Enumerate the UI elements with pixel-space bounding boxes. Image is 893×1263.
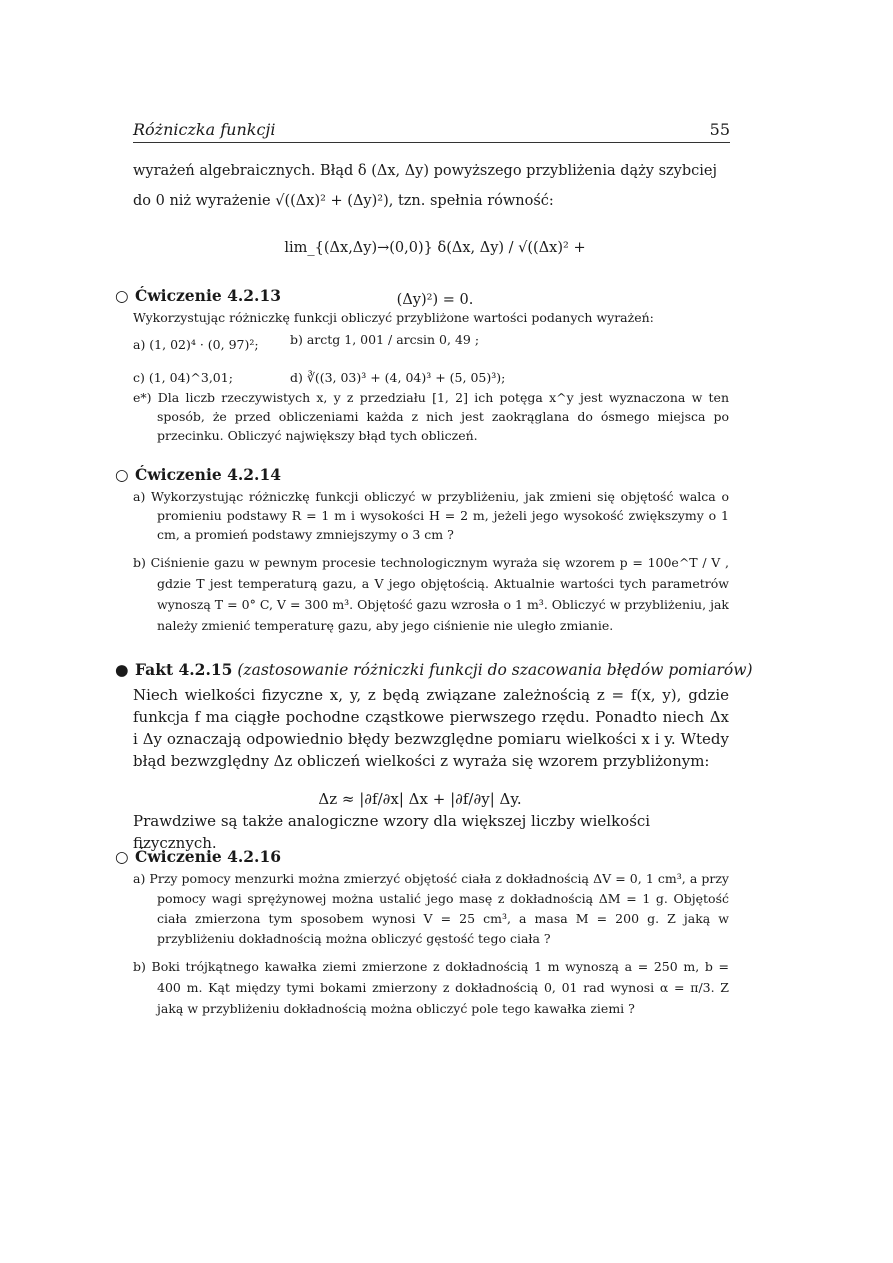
exercise-4-2-14-heading bbox=[115, 465, 281, 484]
ex13-item-c: c) (1, 04)^3,01; bbox=[133, 370, 233, 385]
exercise-title: Ćwiczenie 4.2.14 bbox=[135, 465, 282, 484]
intro-line-1: wyrażeń algebraicznych. Błąd δ (Δx, Δy) powyższego przybliżenia dąży szybciej bbox=[133, 163, 717, 179]
ex13-intro: Wykorzystując różniczkę funkcji obliczyć przybliżone wartości podanych wyrażeń: bbox=[133, 310, 654, 325]
ex16-item-a: a) Przy pomocy menzurki można zmierzyć objętość ciała z dokładnością ΔV = 0, 1 cm³, a przy pomocy wagi sprężynowej można ustalić jego masę z dokładnością ΔM = 1 g. Objętość ciała zmierzona tym sposobem wynosi V = 25 cm³, a masa M = 200 g. Z jaką w przybliżeniu dokładnością można obliczyć gęstość tego ciała ? bbox=[133, 871, 729, 946]
exercise-4-2-13-heading bbox=[115, 286, 281, 305]
ex14-item-a: a) Wykorzystując różniczkę funkcji obliczyć w przybliżeniu, jak zmieni się objętość walca o promieniu podstawy R = 1 m i wysokości H = 2 m, jeżeli jego wysokość zwiększymy o 1 cm, a promień podstawy zmniejszymy o 3 cm ? bbox=[133, 489, 729, 542]
limit-formula: lim_{(Δx,Δy)→(0,0)} δ(Δx, Δy) / √((Δx)² + (Δy)²) = 0. bbox=[284, 240, 586, 308]
fact-label: Fakt 4.2.15 bbox=[135, 660, 233, 679]
open-bullet-icon: ○ bbox=[115, 848, 129, 866]
fact-4-2-15-heading bbox=[115, 660, 753, 679]
fact-subtitle: (zastosowanie różniczki funkcji do szacowania błędów pomiarów) bbox=[237, 661, 753, 679]
intro-line-2: do 0 niż wyrażenie √((Δx)² + (Δy)²), tzn. spełnia równość: bbox=[133, 193, 554, 209]
ex16-item-b: b) Boki trójkątnego kawałka ziemi zmierzone z dokładnością 1 m wynoszą a = 250 m, b = 400 m. Kąt między tymi bokami zmierzony z dokładnością 0, 01 rad wynosi α = π/3. Z jaką w przybliżeniu dokładnością można obliczyć pole tego kawałka ziemi ? bbox=[133, 959, 729, 1016]
open-bullet-icon: ○ bbox=[115, 287, 129, 305]
ex13-item-b: b) arctg 1, 001 / arcsin 0, 49 ; bbox=[290, 332, 480, 347]
exercise-title: Ćwiczenie 4.2.16 bbox=[135, 847, 282, 866]
ex13-item-d: d) ∛((3, 03)³ + (4, 04)³ + (5, 05)³); bbox=[290, 370, 506, 385]
fact15-body: Niech wielkości fizyczne x, y, z będą związane zależnością z = f(x, y), gdzie funkcja f ma ciągłe pochodne cząstkowe pierwszego rzędu. Ponadto niech Δx i Δy oznaczają odpowiednio błędy bezwzględne pomiaru wielkości x i y. Wtedy błąd bezwzględny Δz obliczeń wielkości z wyraża się wzorem przybliżonym: bbox=[133, 686, 729, 770]
filled-bullet-icon: ● bbox=[115, 661, 129, 679]
ex14-item-b: b) Ciśnienie gazu w pewnym procesie technologicznym wyraża się wzorem p = 100e^T / V , gdzie T jest temperaturą gazu, a V jego objętością. Aktualnie wartości tych parametrów wynoszą T = 0° C, V = 300 m³. Objętość gazu wzrosła o 1 m³. Obliczyć w przybliżeniu, jak należy zmienić temperaturę gazu, aby jego ciśnienie nie uległo zmianie. bbox=[133, 555, 729, 633]
page-number: 55 bbox=[709, 120, 730, 139]
ex13-item-a: a) (1, 02)⁴ · (0, 97)²; bbox=[133, 337, 259, 352]
chapter-title: Różniczka funkcji bbox=[133, 120, 276, 139]
running-header bbox=[133, 118, 730, 143]
ex13-item-e: e*) Dla liczb rzeczywistych x, y z przedziału [1, 2] ich potęga x^y jest wyznaczona w ten sposób, że przed obliczeniami każda z nich jest zaokrąglana do ósmego miejsca po przecinku. Obliczyć największy błąd tych obliczeń. bbox=[133, 390, 729, 443]
open-bullet-icon: ○ bbox=[115, 466, 129, 484]
error-formula: Δz ≈ |∂f/∂x| Δx + |∂f/∂y| Δy. bbox=[318, 790, 522, 808]
fact15-after: Prawdziwe są także analogiczne wzory dla większej liczby wielkości fizycznych. bbox=[133, 812, 651, 852]
exercise-4-2-16-heading bbox=[115, 847, 281, 866]
exercise-title: Ćwiczenie 4.2.13 bbox=[135, 286, 282, 305]
